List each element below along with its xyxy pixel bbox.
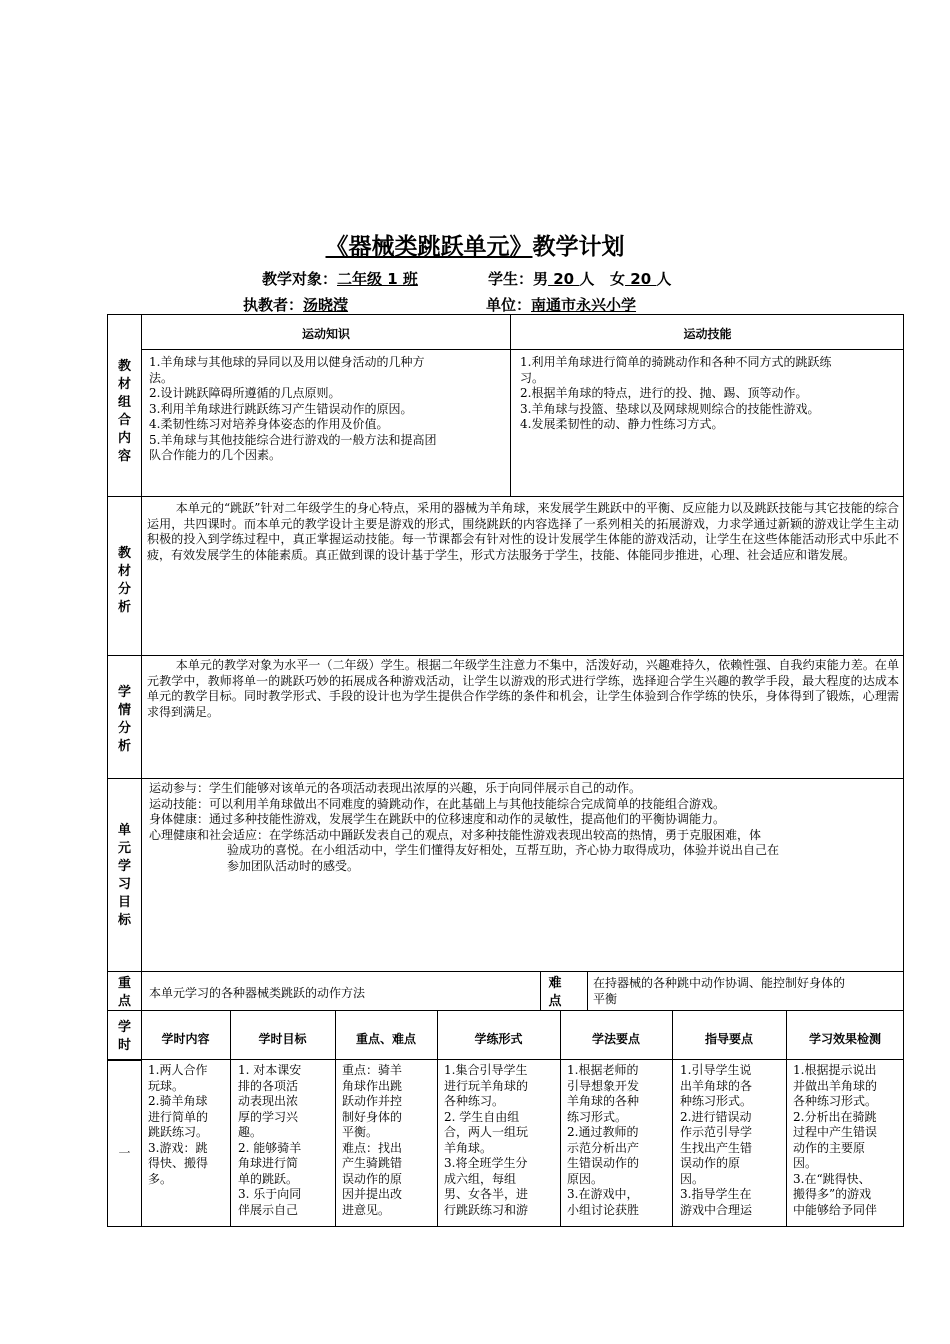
goal-item: 参加团队活动时的感受。	[227, 858, 360, 873]
unit-line: 单位：南通市永兴小学	[486, 296, 637, 314]
list-item: 2.根据羊角球的特点，进行的投、抛、踢、顶等动作。	[520, 386, 808, 400]
lesson-content-cell: 1.两人合作 玩球。 2.骑羊角球 进行简单的 跳跃练习。 3.游戏：跳 得快、搬得 多。	[148, 1063, 209, 1186]
learning-method-cell: 1.根据老师的 引导想象开发 羊角球的各种 练习形式。 2.通过教师的 示范分析出产 生错误动作的 原因。 3.在游戏中， 小组讨论获胜	[567, 1063, 640, 1217]
knowledge-list	[149, 355, 507, 464]
list-item: 2.设计跳跃障碍所遵循的几点原则。	[149, 386, 341, 400]
list-item: 3.利用羊角球进行跳跃练习产生错误动作的原因。	[149, 401, 413, 416]
title-main: 《器械类跳跃单元》	[325, 234, 533, 260]
knowledge-header: 运动知识	[301, 327, 350, 341]
row-label-cell	[107, 1059, 142, 1227]
list-item: 队合作能力的几个因素。	[149, 448, 282, 462]
teacher-line: 执教者：汤晓滢	[243, 296, 349, 314]
goal-item: 验成功的喜悦。在小组活动中，学生们懂得友好相处，互帮互助，齐心协力取得成功，体验并说出自己在	[227, 843, 780, 857]
male-count: 20	[548, 270, 580, 288]
practice-form-cell: 1.集合引导学生 进行玩羊角球的 各种练习。 2. 学生自由组 合，两人一组玩 羊角球。 3.将全班学生分 成六组，每组 男、女各半，进 行跳跃练习和游	[444, 1063, 529, 1217]
list-item: 法。	[149, 370, 174, 385]
difficulty-text: 在持器械的各种跳中动作协调、能控制好身体的 平衡	[593, 976, 846, 1006]
key-side-label: 重 点	[117, 976, 131, 1009]
target-value: 二年级 1 班	[337, 270, 418, 288]
col-header-4: 学练形式	[474, 1032, 523, 1046]
goal-item: 心理健康和社会适应：在学练活动中踊跃发表自己的观点，对多种技能性游戏表现出较高的热情，勇于克服困难，体	[149, 827, 762, 842]
analysis-side-label: 教 材 分 析	[117, 546, 131, 615]
lesson-number: 一	[118, 1146, 131, 1160]
list-item: 4.发展柔韧性的动、静力性练习方式。	[520, 417, 724, 431]
student-text: 本单元的教学对象为水平一（二年级）学生。根据二年级学生注意力不集中，活泼好动，兴趣难持久，依赖性强、自我约束能力差。在单元教学中，教师将单一的跳跃巧妙的拓展成各种游戏活动，让学生以游戏的形式进行学练，选择迎合学生兴趣的教学手段，最大程度的达成本单元的教学目标。同时教学形式、手段的设计也为学生提供合作学练的条件和机会，让学生体验到合作学练的快乐，身体得到了锻炼，心理需求得到满足。	[147, 658, 899, 719]
goal-item: 身体健康：通过多种技能性游戏，发展学生在跳跃中的位移速度和动作的灵敏性，提高他们的平衡协调能力。	[149, 812, 726, 826]
list-item: 1.利用羊角球进行简单的骑跳动作和各种不同方式的跳跃练	[520, 355, 832, 369]
list-item: 4.柔韧性练习对培养身体姿态的作用及价值。	[149, 417, 389, 431]
target-line: 教学对象：二年级 1 班	[262, 270, 418, 288]
difficulty-side-label: 难 点	[548, 976, 562, 1009]
title-suffix: 教学计划	[532, 234, 625, 260]
hours-side-label: 学 时	[117, 1020, 131, 1053]
document-title	[0, 228, 950, 261]
guidance-cell: 1.引导学生说 出羊角球的各 种练习形式。 2.进行错误动 作示范引导学 生找出产生错 误动作的原 因。 3.指导学生在 游戏中合理运	[680, 1063, 753, 1217]
col-header-3: 重点、难点	[355, 1032, 416, 1046]
female-count: 20	[625, 270, 657, 288]
student-side-label: 学 情 分 析	[117, 685, 131, 754]
unit-value: 南通市永兴小学	[531, 296, 637, 314]
content-side-label: 教 材 组 合 内 容	[117, 359, 131, 464]
skill-list	[520, 355, 900, 433]
col-header-5: 学法要点	[591, 1032, 640, 1046]
list-item: 3.羊角球与投篮、垫球以及网球规则综合的技能性游戏。	[520, 401, 820, 416]
goal-item: 运动技能：可以利用羊角球做出不同难度的骑跳动作，在此基础上与其他技能综合完成简单的技能组合游戏。	[149, 796, 726, 811]
teacher-value: 汤晓滢	[303, 296, 349, 314]
goals-list	[149, 781, 901, 874]
list-item: 1.羊角球与其他球的异同以及用以健身活动的几种方	[149, 355, 425, 369]
key-text: 本单元学习的各种器械类跳跃的动作方法	[149, 986, 366, 1000]
analysis-text: 本单元的“跳跃”针对二年级学生的身心特点，采用的器械为羊角球，来发展学生跳跃中的平衡、反应能力以及跳跃技能与其它技能的综合运用，共四课时。而本单元的教学设计主要是游戏的形式，围绕跳跃的内容选择了一系列相关的拓展游戏，力求学通过新颖的游戏让学生主动积极的投入到学练过程中，真正掌握运动技能。每一节课都会有针对性的设计发展学生体能的游戏活动，让学生在这些体能活动形式中乐此不疲，有效发展学生的体能素质。真正做到课的设计基于学生，形式方法服务于学生，技能、体能同步推进，心理、社会适应和谐发展。	[147, 501, 899, 562]
goals-side-label: 单 元 学 习 目 标	[117, 823, 131, 928]
list-item: 5.羊角球与其他技能综合进行游戏的一般方法和提高团	[149, 432, 437, 447]
col-header-6: 指导要点	[704, 1032, 753, 1046]
col-header-7: 学习效果检测	[808, 1032, 881, 1046]
students-line: 学生：男 20 人 女 20 人	[488, 270, 672, 288]
lesson-goal-cell: 1. 对本课安 排的各项活 动表现出浓 厚的学习兴 趣。 2. 能够骑羊 角球进行简 单的跳跃。 3. 乐于向同 伴展示自己	[238, 1063, 302, 1217]
key-difficulty-cell: 重点：骑羊 角球作出跳 跃动作并控 制好身体的 平衡。 难点：找出 产生骑跳错 误动作的原 因并提出改 进意见。	[342, 1063, 403, 1217]
goal-item: 运动参与：学生们能够对该单元的各项活动表现出浓厚的兴趣，乐于向同伴展示自己的动作。	[149, 781, 642, 795]
col-header-1: 学时内容	[161, 1032, 210, 1046]
assessment-cell: 1.根据提示说出 并做出羊角球的 各种练习形式。 2.分析出在骑跳 过程中产生错误 动作的主要原 因。 3.在“跳得快、 搬得多”的游戏 中能够给予同伴	[793, 1063, 878, 1217]
list-item: 习。	[520, 370, 545, 385]
col-header-2: 学时目标	[258, 1032, 307, 1046]
skill-header: 运动技能	[683, 327, 732, 341]
